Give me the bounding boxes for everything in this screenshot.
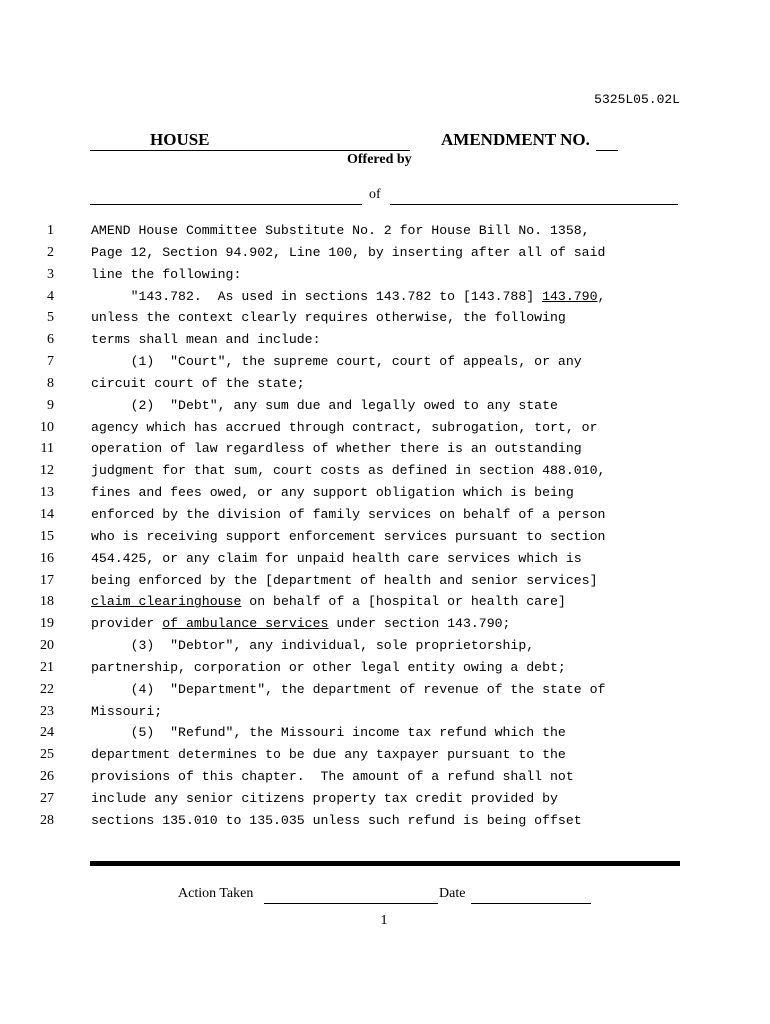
text-line — [0, 658, 770, 680]
of-label: of — [369, 187, 381, 202]
text-line — [0, 680, 770, 702]
text-run: Page 12, Section 94.902, Line 100, by inserting after all of said — [91, 244, 606, 260]
amendment-body — [0, 221, 770, 833]
text-run: partnership, corporation or other legal entity owing a debt; — [91, 659, 566, 675]
text-line — [0, 745, 770, 767]
date-blank — [471, 903, 591, 904]
text-line — [0, 418, 770, 440]
action-taken-blank — [264, 903, 438, 904]
amendment-number-label: AMENDMENT NO. — [441, 130, 590, 149]
text-line — [0, 505, 770, 527]
text-run: provisions of this chapter. The amount of a refund shall not — [91, 769, 574, 785]
footer-rule — [90, 861, 680, 866]
line-number: 17 — [40, 572, 54, 588]
date-label: Date — [439, 886, 466, 901]
text-run: department determines to be due any taxpayer pursuant to the — [91, 747, 566, 763]
line-text — [91, 725, 566, 740]
text-run: terms shall mean and include: — [91, 332, 321, 348]
text-line — [0, 439, 770, 461]
line-number: 1 — [47, 223, 54, 238]
text-line — [0, 483, 770, 505]
line-text — [91, 376, 305, 391]
inserted-text: claim clearinghouse — [91, 594, 242, 610]
text-run: operation of law regardless of whether there is an outstanding — [91, 441, 582, 457]
sponsor-name-blank — [90, 204, 362, 205]
line-number: 5 — [47, 310, 54, 326]
line-text — [91, 704, 162, 719]
line-text — [91, 332, 321, 347]
line-number: 20 — [40, 638, 54, 654]
line-number: 16 — [40, 550, 54, 566]
text-run: (2) "Debt", any sum due and legally owed to any state — [91, 397, 558, 413]
line-number: 8 — [47, 375, 54, 391]
text-line — [0, 811, 770, 833]
line-number: 4 — [47, 288, 54, 304]
text-line — [0, 614, 770, 636]
line-number: 23 — [40, 703, 54, 719]
line-number: 22 — [40, 681, 54, 697]
line-text — [91, 223, 590, 238]
text-run: 454.425, or any claim for unpaid health care services which is — [91, 550, 582, 566]
line-number: 24 — [40, 725, 54, 741]
line-text — [91, 638, 534, 653]
text-run: who is receiving support enforcement services pursuant to section — [91, 528, 606, 544]
text-line — [0, 287, 770, 309]
text-line — [0, 702, 770, 724]
line-number: 15 — [40, 528, 54, 544]
text-line — [0, 571, 770, 593]
text-line — [0, 767, 770, 789]
text-line — [0, 396, 770, 418]
line-text — [91, 529, 605, 544]
text-run: line the following: — [91, 266, 242, 282]
line-number: 10 — [40, 419, 54, 435]
text-run: AMEND House Committee Substitute No. 2 for House Bill No. 1358, — [91, 223, 590, 238]
offered-by-label: Offered by — [347, 152, 412, 167]
line-text — [91, 616, 510, 631]
text-run: include any senior citizens property tax credit provided by — [91, 790, 558, 806]
line-text — [91, 289, 605, 304]
house-underline — [90, 150, 410, 151]
line-number: 28 — [40, 812, 54, 828]
line-text — [91, 398, 558, 413]
line-number: 3 — [47, 266, 54, 282]
document-id: 5325L05.02L — [594, 92, 680, 107]
text-run: (4) "Department", the department of revenue of the state of — [91, 681, 606, 697]
line-text — [91, 267, 241, 282]
text-line — [0, 527, 770, 549]
line-text — [91, 660, 566, 675]
line-number: 25 — [40, 747, 54, 763]
chamber-label: HOUSE — [150, 130, 210, 149]
line-number: 12 — [40, 463, 54, 479]
line-number: 9 — [47, 397, 54, 413]
text-run: (1) "Court", the supreme court, court of appeals, or any — [91, 354, 582, 370]
inserted-text: 143.790 — [542, 288, 598, 304]
amendment-number-blank — [596, 150, 618, 151]
line-text — [91, 813, 582, 828]
text-line — [0, 549, 770, 571]
line-number: 6 — [47, 332, 54, 348]
text-run: unless the context clearly requires otherwise, the following — [91, 310, 566, 326]
inserted-text: of ambulance services — [162, 616, 329, 632]
line-text — [91, 573, 597, 588]
text-line — [0, 221, 770, 243]
line-text — [91, 769, 574, 784]
line-text — [91, 507, 605, 522]
line-text — [91, 551, 582, 566]
line-text — [91, 354, 582, 369]
line-text — [91, 310, 566, 325]
line-text — [91, 682, 605, 697]
line-text — [91, 463, 605, 478]
text-line — [0, 374, 770, 396]
line-number: 21 — [40, 659, 54, 675]
text-line — [0, 308, 770, 330]
text-run: on behalf of a [hospital or health care] — [241, 594, 566, 610]
text-line — [0, 243, 770, 265]
line-text — [91, 245, 605, 260]
sponsor-district-blank — [390, 204, 678, 205]
text-run: under section 143.790; — [328, 616, 511, 632]
line-text — [91, 594, 566, 609]
text-line — [0, 789, 770, 811]
text-run: judgment for that sum, court costs as defined in section 488.010, — [91, 463, 606, 479]
line-number: 13 — [40, 485, 54, 501]
text-line — [0, 330, 770, 352]
line-number: 26 — [40, 769, 54, 785]
line-text — [91, 485, 574, 500]
line-number: 19 — [40, 616, 54, 632]
line-number: 18 — [40, 594, 54, 610]
text-run: enforced by the division of family services on behalf of a person — [91, 506, 606, 522]
text-line — [0, 352, 770, 374]
text-run: circuit court of the state; — [91, 375, 305, 391]
text-line — [0, 723, 770, 745]
text-run: fines and fees owed, or any support obligation which is being — [91, 485, 574, 501]
text-line — [0, 265, 770, 287]
line-text — [91, 441, 582, 456]
text-run: sections 135.010 to 135.035 unless such refund is being offset — [91, 812, 582, 828]
text-run: being enforced by the [department of health and senior services] — [91, 572, 598, 588]
line-number: 27 — [40, 790, 54, 806]
line-number: 11 — [40, 441, 54, 457]
text-line — [0, 461, 770, 483]
text-run: "143.782. As used in sections 143.782 to [143.788] — [91, 288, 543, 304]
text-run: (5) "Refund", the Missouri income tax refund which the — [91, 725, 566, 741]
text-run: Missouri; — [91, 703, 163, 719]
line-number: 14 — [40, 506, 54, 522]
text-run: , — [597, 288, 606, 304]
text-line — [0, 592, 770, 614]
line-number: 2 — [47, 244, 54, 260]
line-text — [91, 420, 597, 435]
line-text — [91, 747, 566, 762]
page-number: 1 — [380, 913, 388, 928]
line-text — [91, 791, 558, 806]
text-run: agency which has accrued through contract, subrogation, tort, or — [91, 419, 598, 435]
text-run: (3) "Debtor", any individual, sole proprietorship, — [91, 638, 535, 654]
text-run: provider — [91, 616, 163, 632]
action-taken-label: Action Taken — [178, 886, 254, 901]
text-line — [0, 636, 770, 658]
line-number: 7 — [47, 354, 54, 370]
